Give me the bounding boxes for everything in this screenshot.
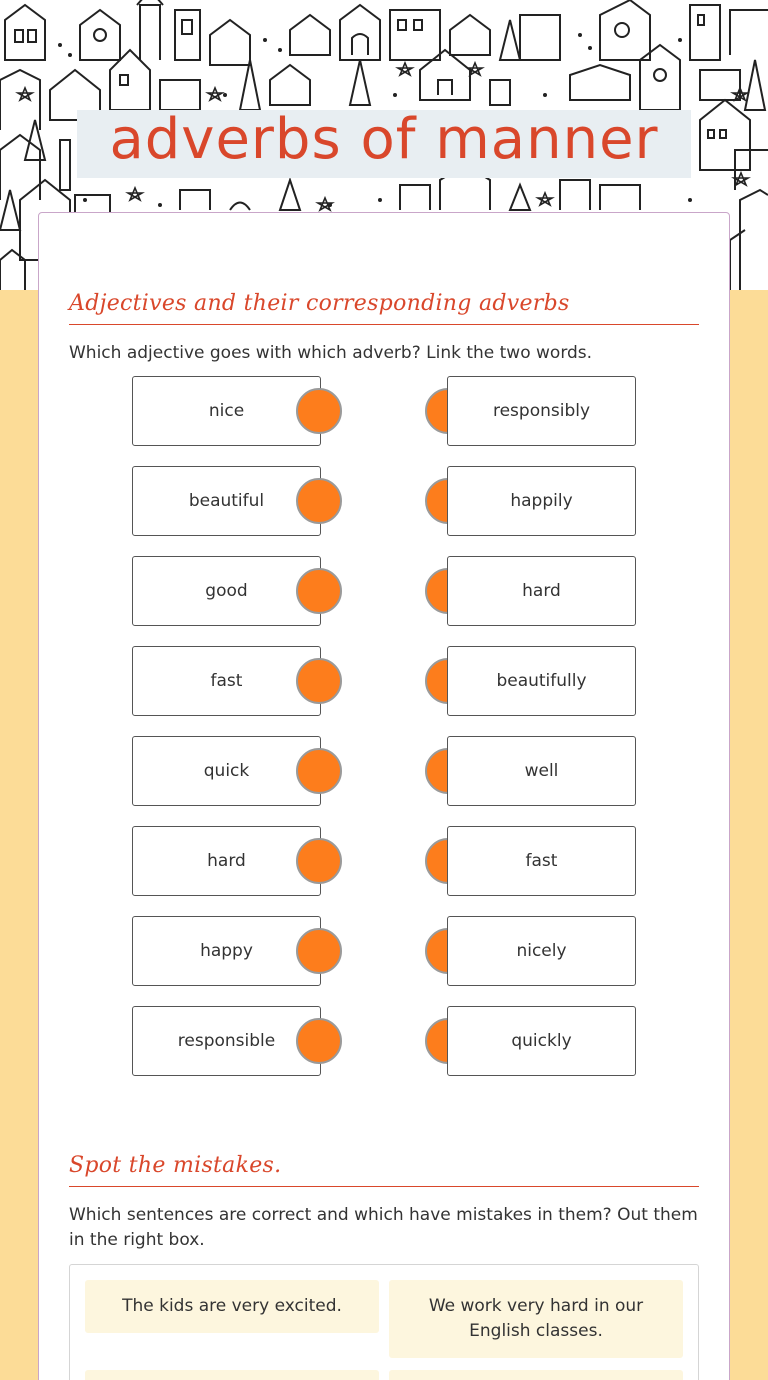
left-word-box[interactable] [132, 376, 321, 446]
right-word-label: well [524, 761, 559, 781]
right-word-box[interactable] [447, 466, 636, 536]
left-connector-dot[interactable] [296, 748, 342, 794]
right-word-label: beautifully [496, 671, 587, 691]
left-word-box[interactable] [132, 646, 321, 716]
left-word-label: quick [203, 761, 250, 781]
title-banner [77, 107, 691, 178]
draggable-sentence-chip[interactable]: We work very hard in our English classes. [389, 1280, 683, 1358]
draggable-sentence-chip[interactable] [389, 1370, 683, 1380]
right-word-box[interactable] [447, 646, 636, 716]
left-connector-dot[interactable] [296, 478, 342, 524]
right-word-label: nicely [516, 941, 567, 961]
left-word-label: hard [207, 851, 246, 871]
question-sort: Which sentences are correct and which have mistakes in them? Out them in the right box. [69, 1205, 698, 1250]
right-word-box[interactable] [447, 556, 636, 626]
section-title-adjectives: Adjectives and their corresponding adverbs [69, 291, 699, 325]
left-word-box[interactable] [132, 916, 321, 986]
left-word-label: beautiful [188, 491, 265, 511]
draggable-sentence-chip[interactable]: The kids are very excited. [85, 1280, 379, 1333]
left-word-box[interactable] [132, 736, 321, 806]
worksheet-card [38, 212, 730, 1380]
left-word-box[interactable] [132, 556, 321, 626]
right-word-box[interactable] [447, 736, 636, 806]
left-word-box[interactable] [132, 466, 321, 536]
draggable-sentence-chip[interactable] [85, 1370, 379, 1380]
left-word-box[interactable] [132, 1006, 321, 1076]
right-word-label: hard [522, 581, 561, 601]
page-title: adverbs of manner [109, 107, 659, 172]
right-word-box[interactable] [447, 826, 636, 896]
left-word-label: nice [208, 401, 245, 421]
left-word-label: fast [210, 671, 243, 691]
left-word-label: responsible [177, 1031, 276, 1051]
left-word-label: good [205, 581, 248, 601]
right-word-label: fast [525, 851, 558, 871]
left-connector-dot[interactable] [296, 568, 342, 614]
left-connector-dot[interactable] [296, 658, 342, 704]
left-connector-dot[interactable] [296, 928, 342, 974]
left-word-label: happy [200, 941, 253, 961]
right-word-box[interactable] [447, 376, 636, 446]
right-word-label: quickly [511, 1031, 572, 1051]
section-title-mistakes: Spot the mistakes. [69, 1153, 699, 1187]
right-word-label: happily [510, 491, 573, 511]
right-word-box[interactable] [447, 1006, 636, 1076]
drag-drop-area[interactable] [69, 1264, 699, 1380]
left-word-box[interactable] [132, 826, 321, 896]
right-word-box[interactable] [447, 916, 636, 986]
question-matching: Which adjective goes with which adverb? Link the two words. [69, 343, 593, 363]
left-connector-dot[interactable] [296, 388, 342, 434]
right-word-label: responsibly [492, 401, 591, 421]
left-connector-dot[interactable] [296, 838, 342, 884]
left-connector-dot[interactable] [296, 1018, 342, 1064]
